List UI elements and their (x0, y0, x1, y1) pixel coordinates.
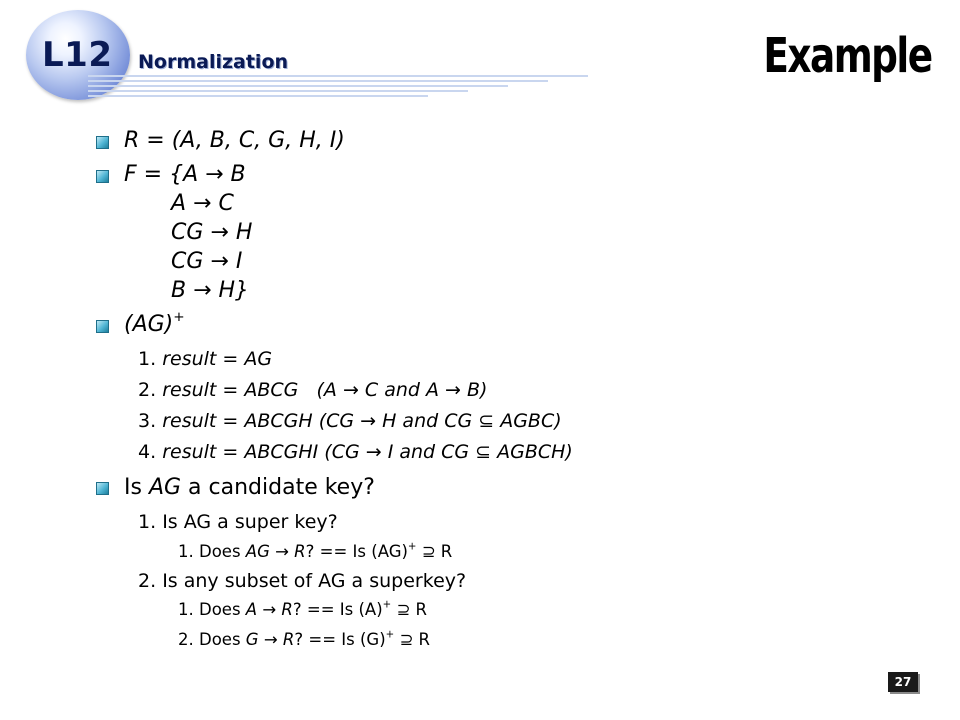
closure-step: 3. result = ABCGH (CG → H and CG ⊆ AGBC) (138, 410, 562, 432)
fd-line: A → C (171, 191, 234, 216)
slide-title: Example (763, 28, 932, 84)
closure-step: 4. result = ABCGHI (CG → I and CG ⊆ AGBCH) (138, 441, 573, 463)
square-bullet-icon (96, 482, 109, 495)
closure-step: 2. result = ABCG (A → C and A → B) (138, 379, 488, 401)
fd-line: CG → I (171, 249, 243, 274)
closure-heading: (AG)+ (124, 308, 185, 337)
page-number: 27 (888, 672, 918, 692)
subset-check: 1. Does A → R? == Is (A)+ ⊇ R (178, 599, 427, 619)
superkey-question: 1. Is AG a super key? (138, 511, 338, 533)
square-bullet-icon (96, 170, 109, 183)
lesson-subtitle: Normalization (138, 51, 289, 73)
square-bullet-icon (96, 320, 109, 333)
superkey-check: 1. Does AG → R? == Is (AG)+ ⊇ R (178, 541, 453, 561)
subset-check: 2. Does G → R? == Is (G)+ ⊇ R (178, 629, 430, 649)
fd-line: CG → H (171, 220, 253, 245)
subset-superkey-question: 2. Is any subset of AG a superkey? (138, 570, 467, 592)
lesson-code: L12 (42, 35, 113, 75)
closure-step: 1. result = AG (138, 348, 273, 370)
square-bullet-icon (96, 136, 109, 149)
relation-schema: R = (A, B, C, G, H, I) (124, 128, 345, 153)
candidate-key-question: Is AG a candidate key? (124, 475, 375, 500)
fd-set-first: F = {A → B (124, 162, 246, 187)
fd-line: B → H} (171, 278, 250, 303)
